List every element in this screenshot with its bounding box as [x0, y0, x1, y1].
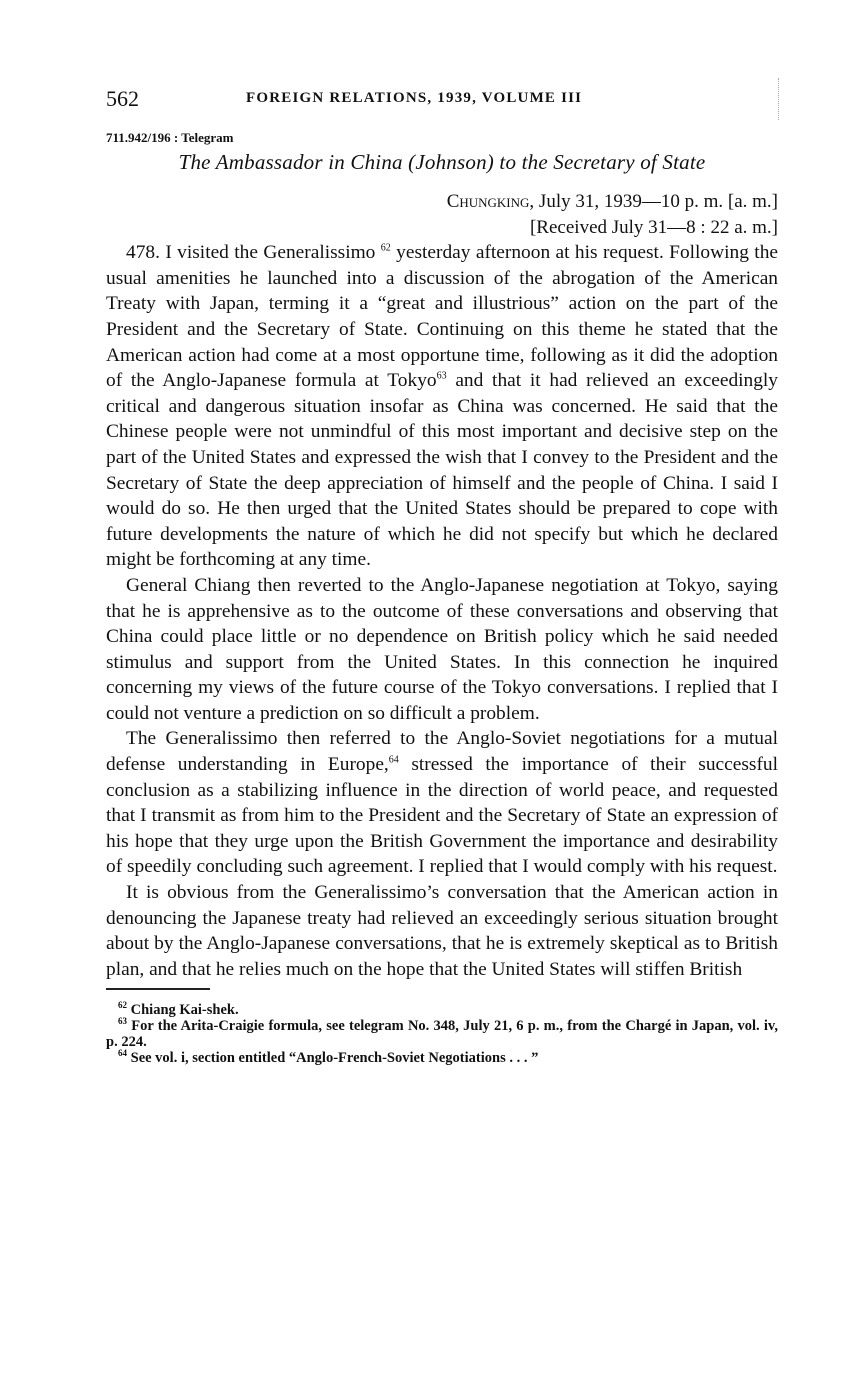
- footnote-ref-64[interactable]: 64: [388, 754, 399, 766]
- paragraph-4: It is obvious from the Generalissimo’s conversation that the American action in denouncing the Japanese treaty had relieved an exceedingly serious situation brought about by the Anglo-Japanese conversations, that he is extremely skeptical as to British plan, and that he relies much on the hope that the United States will stiffen British: [106, 882, 778, 980]
- paragraph-1: 478. I visited the Generalissimo $^{62}$ yesterday afternoon at his request. Following the usual amenities he launched into a discussion of the abrogation of the American Treaty with Japan, terming it a “great and illustrious” action on the part of the President and the Secretary of State. Continuing on this theme he stated that the American action had come at a most opportune time, following as it did the adoption of the Anglo-Japanese formula at Tokyo$^{63}$ and that it had relieved an exceedingly critical and dangerous situation insofar as China was concerned. He said that the Chinese people were not unmindful of this most important and decisive step on the part of the United States and expressed the wish that I convey to the President and the Secretary of State the deep appreciation of himself and the people of China. I said I would do so. He then urged that the United States should be prepared to cope with future developments the nature of which he did not specify but which he declared might be forthcoming at any time.: [106, 242, 779, 571]
- footnote-64: $^{64}$ See vol. i, section entitled “Anglo-French-Soviet Negotiations . . . ”: [118, 1048, 539, 1067]
- document-page: [106, 80, 778, 1066]
- dateline-received: [Received July 31—8 : 22 a. m.]: [529, 216, 778, 238]
- page-number: 562: [106, 86, 139, 111]
- dateline-sent: [106, 189, 778, 215]
- footnotes: [106, 1002, 778, 1066]
- document-title: The Ambassador in China (Johnson) to the Secretary of State: [178, 150, 706, 174]
- running-title: FOREIGN RELATIONS, 1939, VOLUME III: [246, 90, 583, 106]
- margin-mark: [778, 78, 780, 120]
- footnote-62: $^{62}$ Chiang Kai-shek.: [118, 1000, 239, 1019]
- footnote-ref-63[interactable]: 63: [436, 370, 447, 382]
- paragraph-2: General Chiang then reverted to the Anglo-Japanese negotiation at Tokyo, saying that he is apprehensive as to the outcome of these conversations and observing that China could place little or no dependence on British policy which he said needed stimulus and support from the United States. In this connection he inquired concerning my views of the future course of the Tokyo conversations. I replied that I could not venture a prediction on so difficult a problem.: [106, 574, 778, 724]
- document-reference: 711.942/196 : Telegram: [106, 130, 234, 145]
- telegram-body: [106, 240, 778, 982]
- footnote-63: $^{63}$ For the Arita-Craigie formula, see telegram No. 348, July 21, 6 p. m., from the Chargé in Japan, vol. iv, p. 224.: [106, 1016, 779, 1051]
- paragraph-3: The Generalissimo then referred to the Anglo-Soviet negotiations for a mutual defense understanding in Europe,$^{64}$ stressed the importance of their successful conclusion as a stabilizing influence in the direction of world peace, and requested that I transmit as from him to the President and the Secretary of State an expression of his hope that they urge upon the British Government the importance and desirability of speedily concluding such agreement. I replied that I would comply with his request.: [106, 728, 779, 878]
- footnote-ref-62[interactable]: 62: [380, 242, 391, 254]
- footnote-rule: [106, 988, 210, 990]
- dateline-place: Chungking,: [446, 191, 535, 212]
- dateline-date: July 31, 1939—10 p. m. [a. m.]: [538, 191, 778, 212]
- running-head: [106, 80, 778, 120]
- dateline: [106, 189, 778, 240]
